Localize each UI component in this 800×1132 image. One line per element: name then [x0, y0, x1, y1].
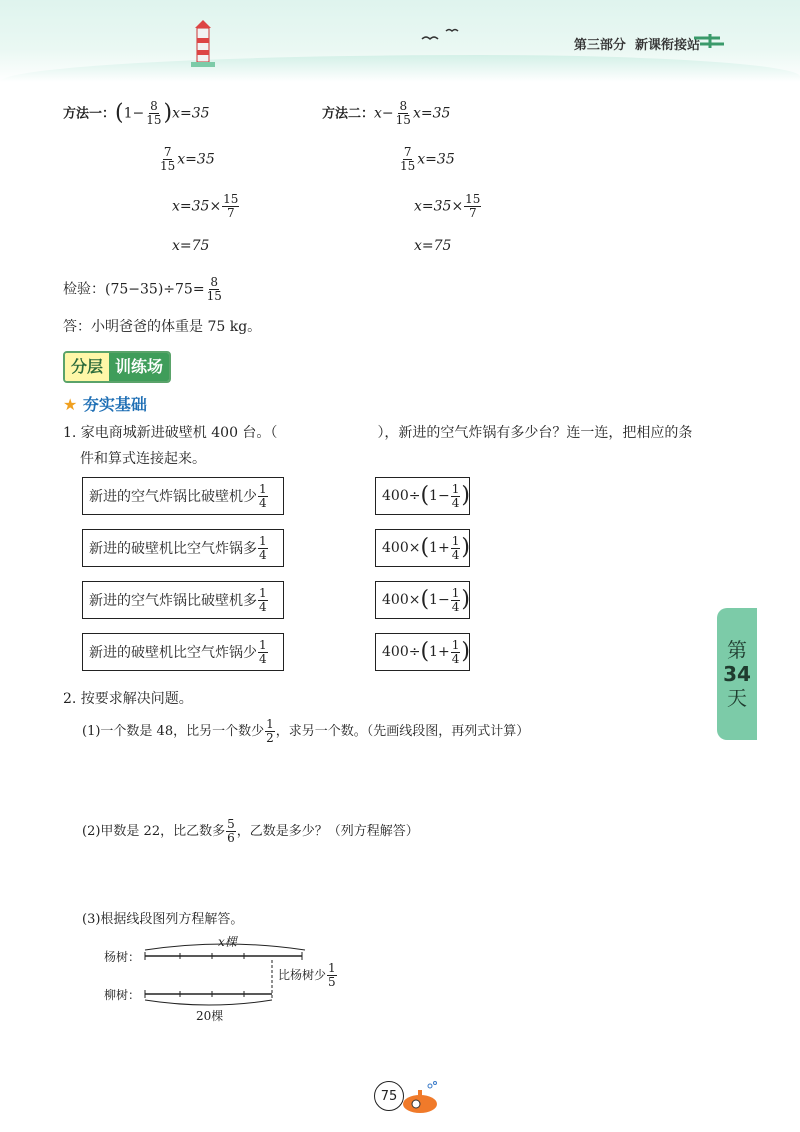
- section-badge: 分层 训练场: [63, 351, 171, 383]
- formula-4[interactable]: 400÷ ( 1+ $\frac{1}{4}$ ): [375, 633, 470, 671]
- label-less: 比杨树少 $\frac{1}{5}$: [278, 961, 336, 989]
- condition-2[interactable]: 新进的破壁机比空气炸锅多 $\frac{1}{4}$: [82, 529, 284, 567]
- condition-3[interactable]: 新进的空气炸锅比破壁机多 $\frac{1}{4}$: [82, 581, 284, 619]
- method2-line2: $\frac{7}{15}$ x=35: [400, 145, 455, 173]
- formula-3[interactable]: 400× ( 1− $\frac{1}{4}$ ): [375, 581, 470, 619]
- method1-line2: $\frac{7}{15}$ x=35: [160, 145, 215, 173]
- formula-1[interactable]: 400÷ ( 1− $\frac{1}{4}$ ): [375, 477, 470, 515]
- condition-1[interactable]: 新进的空气炸锅比破壁机少 $\frac{1}{4}$: [82, 477, 284, 515]
- header-logo-icon: [690, 30, 730, 52]
- formula-2[interactable]: 400× ( 1+ $\frac{1}{4}$ ): [375, 529, 470, 567]
- method2-line3: x=35× $\frac{15}{7}$: [414, 192, 481, 220]
- q2-title: 2. 按要求解决问题。: [63, 691, 193, 707]
- label-liu: 柳树：: [104, 988, 141, 1002]
- birds-icon: [420, 25, 460, 45]
- check-line: 检验：(75−35)÷75= $\frac{8}{15}$: [63, 275, 222, 303]
- q2-part2: (2)甲数是 22，比乙数多 $\frac{5}{6}$ ，乙数是多少？（列方程解答）: [82, 817, 419, 845]
- method2-line1: 方法二：x− $\frac{8}{15}$ x=35: [322, 99, 451, 127]
- answer-line: 答：小明爸爸的体重是 75 kg。: [63, 319, 262, 335]
- q1-line2: 件和算式连接起来。: [80, 451, 206, 467]
- page-number: 75: [374, 1081, 404, 1111]
- submarine-icon: [400, 1080, 442, 1116]
- lighthouse-icon: [183, 18, 223, 68]
- method1-line4: x=75: [172, 238, 210, 254]
- q2-part3: (3)根据线段图列方程解答。: [82, 912, 244, 927]
- q2-part1: (1)一个数是 48，比另一个数少 $\frac{1}{2}$ ，求另一个数。（先画线段图，再列式计算）: [82, 717, 530, 745]
- method1-line3: x=35× $\frac{15}{7}$: [172, 192, 239, 220]
- label-20ke: 20棵: [196, 1009, 224, 1023]
- method1-line1: 方法一：(1− $\frac{8}{15}$ )x=35: [63, 99, 210, 127]
- brace-top: [145, 944, 305, 950]
- label-yang: 杨树：: [104, 950, 141, 964]
- brace-bottom: [145, 1000, 272, 1005]
- segment-diagram: [140, 940, 310, 1010]
- day-tab: 第 34 天: [717, 608, 757, 740]
- label-xke: x棵: [218, 935, 237, 949]
- method2-line4: x=75: [414, 238, 452, 254]
- star-icon: ★: [63, 395, 78, 414]
- q1-line1: 1. 家电商城新进破壁机 400 台。（ ），新进的空气炸锅有多少台？连一连，把相应的条: [63, 425, 693, 441]
- section-title: ★ 夯实基础: [63, 395, 147, 414]
- header-text: 第三部分 新课衔接站: [573, 38, 700, 53]
- condition-4[interactable]: 新进的破壁机比空气炸锅少 $\frac{1}{4}$: [82, 633, 284, 671]
